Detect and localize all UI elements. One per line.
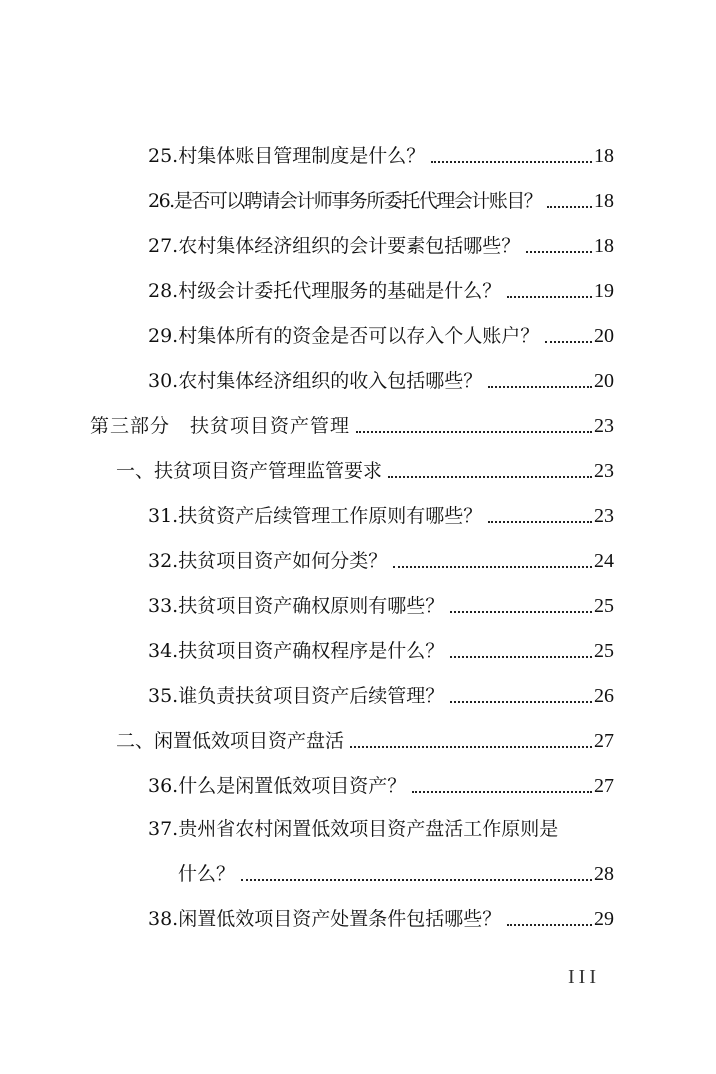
toc-entry-title: 28.村级会计委托代理服务的基础是什么？ [148, 280, 502, 302]
toc-entry-title: 二、闲置低效项目资产盘活 [116, 730, 345, 752]
toc-entry-title: 什么？ [178, 863, 236, 885]
page-number: III [568, 966, 600, 988]
toc-entry-title: 第三部分 扶贫项目资产管理 [90, 415, 351, 437]
toc-entry-page: 18 [594, 190, 614, 212]
toc-entry-title: 34.扶贫项目资产确权程序是什么？ [148, 640, 445, 662]
dot-leader [388, 476, 592, 478]
toc-entry-title: 32.扶贫项目资产如何分类？ [148, 550, 388, 572]
toc-entry[interactable] [148, 186, 614, 216]
toc-entry[interactable] [148, 231, 614, 261]
toc-entry-page: 23 [594, 460, 614, 482]
toc-entry[interactable] [148, 681, 614, 711]
toc-entry-title: 25.村集体账目管理制度是什么？ [148, 145, 426, 167]
toc-entry-title: 29.村集体所有的资金是否可以存入个人账户？ [148, 325, 540, 347]
toc-entry[interactable] [148, 321, 614, 351]
dot-leader [241, 879, 592, 881]
toc-entry[interactable] [178, 859, 614, 889]
toc-entry-title: 36.什么是闲置低效项目资产？ [148, 775, 407, 797]
toc-entry[interactable] [148, 904, 614, 934]
toc-section-heading[interactable] [116, 456, 614, 486]
toc-entry[interactable] [148, 501, 614, 531]
dot-leader [450, 656, 592, 658]
toc-entry-title: 35.谁负责扶贫项目资产后续管理？ [148, 685, 445, 707]
toc-entry-page: 25 [594, 595, 614, 617]
toc-entry-page: 20 [594, 370, 614, 392]
dot-leader [350, 746, 592, 748]
toc-entry-page: 27 [594, 775, 614, 797]
toc-entry-page: 26 [594, 685, 614, 707]
dot-leader [488, 386, 592, 388]
dot-leader [450, 611, 592, 613]
toc-entry-page: 18 [594, 235, 614, 257]
toc-entry-title: 26.是否可以聘请会计师事务所委托代理会计账目？ [148, 190, 542, 212]
dot-leader [507, 924, 592, 926]
dot-leader [488, 521, 592, 523]
toc-entry-title: 27.农村集体经济组织的会计要素包括哪些？ [148, 235, 521, 257]
dot-leader [547, 206, 592, 208]
toc-entry[interactable] [148, 546, 614, 576]
dot-leader [526, 251, 592, 253]
toc-entry-title: 一、扶贫项目资产管理监管要求 [116, 460, 383, 482]
toc-section-heading[interactable] [116, 726, 614, 756]
toc-entry-title: 31.扶贫资产后续管理工作原则有哪些？ [148, 505, 483, 527]
dot-leader [431, 161, 592, 163]
toc-entry-page: 25 [594, 640, 614, 662]
toc-entry[interactable] [148, 366, 614, 396]
dot-leader [412, 791, 592, 793]
toc-entry-page: 20 [594, 325, 614, 347]
toc-entry[interactable] [148, 276, 614, 306]
toc-entry-37-first-line[interactable]: 37.贵州省农村闲置低效项目资产盘活工作原则是 [148, 818, 559, 840]
toc-entry-page: 28 [594, 863, 614, 885]
toc-entry-title: 33.扶贫项目资产确权原则有哪些？ [148, 595, 445, 617]
toc-entry-page: 19 [594, 280, 614, 302]
toc-entry[interactable] [148, 636, 614, 666]
toc-entry[interactable] [148, 591, 614, 621]
toc-entry-page: 29 [594, 908, 614, 930]
toc-entry-title: 30.农村集体经济组织的收入包括哪些？ [148, 370, 483, 392]
toc-entry-page: 23 [594, 505, 614, 527]
toc-entry-page: 24 [594, 550, 614, 572]
dot-leader [450, 701, 592, 703]
dot-leader [356, 431, 592, 433]
toc-entry[interactable] [148, 771, 614, 801]
dot-leader [393, 566, 592, 568]
toc-entry-page: 18 [594, 145, 614, 167]
toc-entry-title: 38.闲置低效项目资产处置条件包括哪些？ [148, 908, 502, 930]
dot-leader [545, 341, 592, 343]
toc-entry-page: 23 [594, 415, 614, 437]
toc-entry-page: 27 [594, 730, 614, 752]
toc-entry[interactable] [148, 141, 614, 171]
toc-part-heading[interactable] [90, 411, 614, 441]
dot-leader [507, 296, 592, 298]
